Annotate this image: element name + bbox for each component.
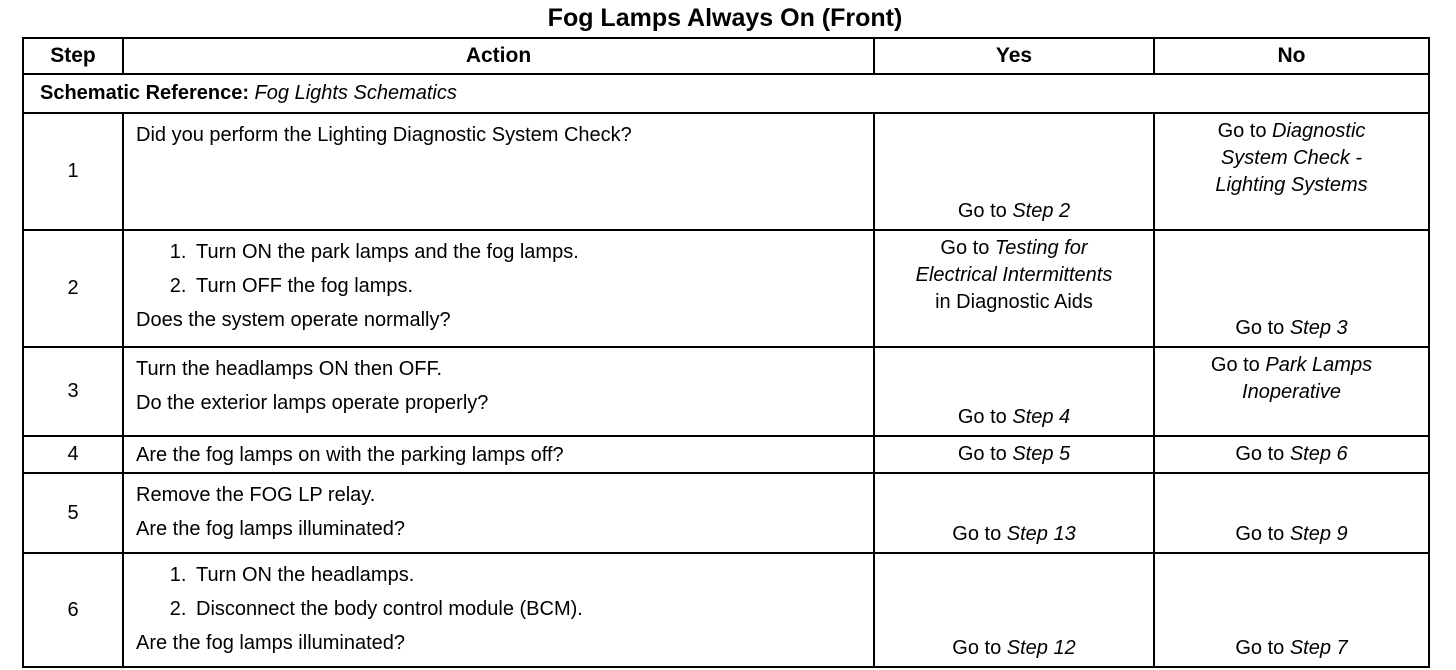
header-step: Step [23,38,123,74]
yes-cell [874,473,1154,553]
goto-text: Go to [1217,120,1267,142]
list-item: 2. Turn OFF the fog lamps. [192,269,863,303]
instruction-text: Remove the FOG LP relay. [136,484,376,506]
goto-text: Go to [1235,443,1285,465]
table-row [23,553,1429,667]
no-cell [1154,473,1429,553]
schematic-link[interactable]: Fog Lights Schematics [254,82,457,104]
header-row [23,38,1429,74]
step-number: 1 [23,113,123,230]
header-action: Action [123,38,874,74]
no-target-line[interactable]: Park Lamps [1265,354,1373,376]
goto-text: Go to [957,406,1007,428]
yes-target-line[interactable]: Testing for [994,237,1088,259]
table-row [23,473,1429,553]
no-cell [1154,230,1429,347]
question-text: Are the fog lamps illuminated? [136,632,406,654]
list-item: 1. Turn ON the headlamps. [192,558,863,592]
schematic-label: Schematic Reference: [40,82,249,104]
yes-goto[interactable] [875,404,1153,431]
no-cell [1154,113,1429,230]
no-target-line[interactable]: Inoperative [1242,381,1341,403]
yes-cell [874,113,1154,230]
no-goto[interactable] [1155,521,1428,548]
table-row [23,436,1429,473]
no-target[interactable]: Step 3 [1289,317,1348,339]
action-cell [123,347,874,436]
yes-cell[interactable] [874,436,1154,473]
yes-target[interactable]: Step 13 [1006,523,1076,545]
action-cell [123,473,874,553]
yes-target[interactable]: Step 12 [1006,637,1076,659]
goto-text: Go to [1235,637,1285,659]
question-text: Does the system operate normally? [136,309,451,331]
action-list [136,235,863,303]
goto-text: Go to [1210,354,1260,376]
table-row [23,113,1429,230]
no-target[interactable]: Step 7 [1289,637,1348,659]
step-number: 5 [23,473,123,553]
no-goto[interactable] [1155,315,1428,342]
table-row [23,230,1429,347]
step-number: 6 [23,553,123,667]
no-target-line[interactable]: Lighting Systems [1215,174,1368,196]
page-title: Fog Lamps Always On (Front) [547,4,903,32]
question-text: Are the fog lamps on with the parking lamps off? [136,443,564,466]
yes-target[interactable]: Step 5 [1012,443,1071,465]
action-list [136,558,863,626]
header-yes: Yes [874,38,1154,74]
goto-text: Go to [940,237,990,259]
yes-cell [874,553,1154,667]
action-cell [123,553,874,667]
schematic-reference [23,74,1429,113]
goto-text: Go to [1235,317,1285,339]
goto-text: Go to [952,637,1002,659]
yes-goto[interactable] [875,635,1153,662]
instruction-text: Turn the headlamps ON then OFF. [136,358,443,380]
table-row [23,347,1429,436]
no-target[interactable]: Step 6 [1289,443,1348,465]
yes-cell [874,347,1154,436]
question-text: Are the fog lamps illuminated? [136,518,406,540]
no-goto[interactable] [1155,635,1428,662]
step-number: 2 [23,230,123,347]
no-target[interactable]: Step 9 [1289,523,1348,545]
question-text: Do the exterior lamps operate properly? [136,392,489,414]
action-cell [123,230,874,347]
action-cell [123,436,874,473]
yes-goto[interactable] [875,521,1153,548]
goto-text: Go to [1235,523,1285,545]
list-item: 1. Turn ON the park lamps and the fog lamps. [192,235,863,269]
yes-target-line[interactable]: Electrical Intermittents [915,264,1113,286]
action-cell [123,113,874,230]
no-target-line[interactable]: Diagnostic [1272,120,1366,142]
yes-target-line: in Diagnostic Aids [935,291,1093,313]
step-number: 4 [23,436,123,473]
goto-text: Go to [957,443,1007,465]
no-goto[interactable] [1161,118,1422,199]
yes-target[interactable]: Step 4 [1012,406,1071,428]
list-item: 2. Disconnect the body control module (BCM). [192,592,863,626]
no-goto[interactable] [1161,352,1422,406]
no-cell [1154,347,1429,436]
yes-goto[interactable] [875,198,1153,225]
diagnostic-table [22,37,1430,668]
goto-text: Go to [957,200,1007,222]
question-text: Did you perform the Lighting Diagnostic System Check? [136,124,632,146]
yes-cell [874,230,1154,347]
no-cell [1154,553,1429,667]
header-no: No [1154,38,1429,74]
goto-text: Go to [952,523,1002,545]
step-number: 3 [23,347,123,436]
no-cell[interactable] [1154,436,1429,473]
yes-target[interactable]: Step 2 [1012,200,1071,222]
yes-goto[interactable] [881,235,1147,316]
schematic-row [23,74,1429,113]
no-target-line[interactable]: System Check - [1220,147,1363,169]
